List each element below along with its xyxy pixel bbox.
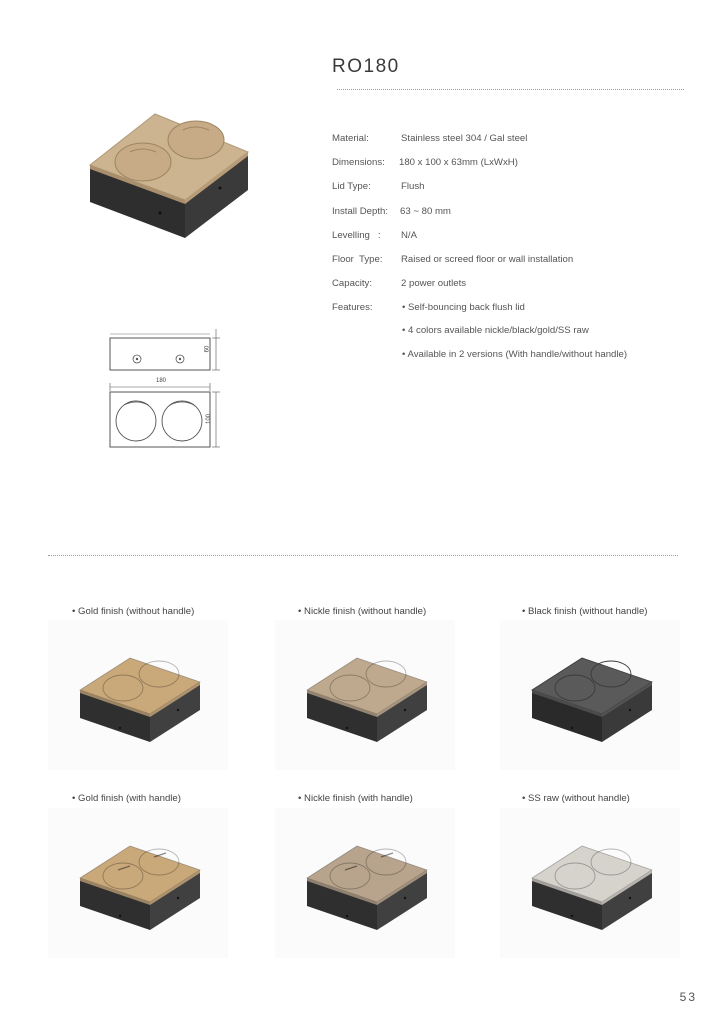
page-number: 53 (679, 990, 697, 1004)
main-product-image (60, 100, 275, 250)
spec-label: Floor Type: (332, 254, 383, 265)
spec-label: Lid Type: (332, 181, 371, 192)
spec-label: Levelling : (332, 230, 381, 241)
variant-image (275, 620, 455, 770)
spec-value: Stainless steel 304 / Gal steel (401, 133, 528, 144)
spec-features (332, 302, 373, 313)
dimension-width-label: 100 (206, 413, 213, 425)
dimension-length-label: 180 (156, 378, 167, 384)
variant-caption: • Gold finish (with handle) (72, 793, 181, 804)
variant-caption: • Nickle finish (without handle) (298, 606, 427, 617)
feature-item: • Self-bouncing back flush lid (402, 302, 525, 313)
variant-caption: • SS raw (without handle) (522, 793, 630, 804)
variant-image (48, 620, 228, 770)
title-divider (337, 89, 684, 90)
technical-drawing (104, 325, 229, 455)
spec-value: 180 x 100 x 63mm (LxWxH) (399, 157, 518, 168)
spec-value: Raised or screed floor or wall installation (401, 254, 574, 265)
spec-value: N/A (401, 230, 417, 241)
spec-capacity (332, 278, 467, 289)
spec-value: 63 ~ 80 mm (400, 206, 451, 217)
variant-caption: • Gold finish (without handle) (72, 606, 195, 617)
spec-label: Material: (332, 133, 369, 144)
spec-lid-type (332, 181, 425, 192)
spec-label: Install Depth: (332, 206, 388, 217)
spec-install-depth (332, 206, 451, 217)
spec-value: 2 power outlets (401, 278, 467, 289)
feature-item: • 4 colors available nickle/black/gold/SS raw (402, 325, 589, 336)
dimension-height-label: 60 (204, 345, 211, 353)
spec-label: Features: (332, 302, 373, 313)
product-title: RO180 (332, 56, 400, 77)
spec-value: Flush (401, 181, 425, 192)
variant-caption: • Black finish (without handle) (522, 606, 648, 617)
variant-image (500, 808, 680, 958)
variant-image (48, 808, 228, 958)
variant-image (275, 808, 455, 958)
spec-label: Capacity: (332, 278, 372, 289)
spec-levelling (332, 230, 417, 241)
section-divider (48, 555, 678, 556)
variant-caption: • Nickle finish (with handle) (298, 793, 413, 804)
spec-dimensions (332, 157, 518, 168)
spec-label: Dimensions: (332, 157, 385, 168)
spec-floor-type (332, 254, 574, 265)
spec-material (332, 133, 528, 144)
feature-item: • Available in 2 versions (With handle/without handle) (402, 349, 628, 360)
variant-image (500, 620, 680, 770)
